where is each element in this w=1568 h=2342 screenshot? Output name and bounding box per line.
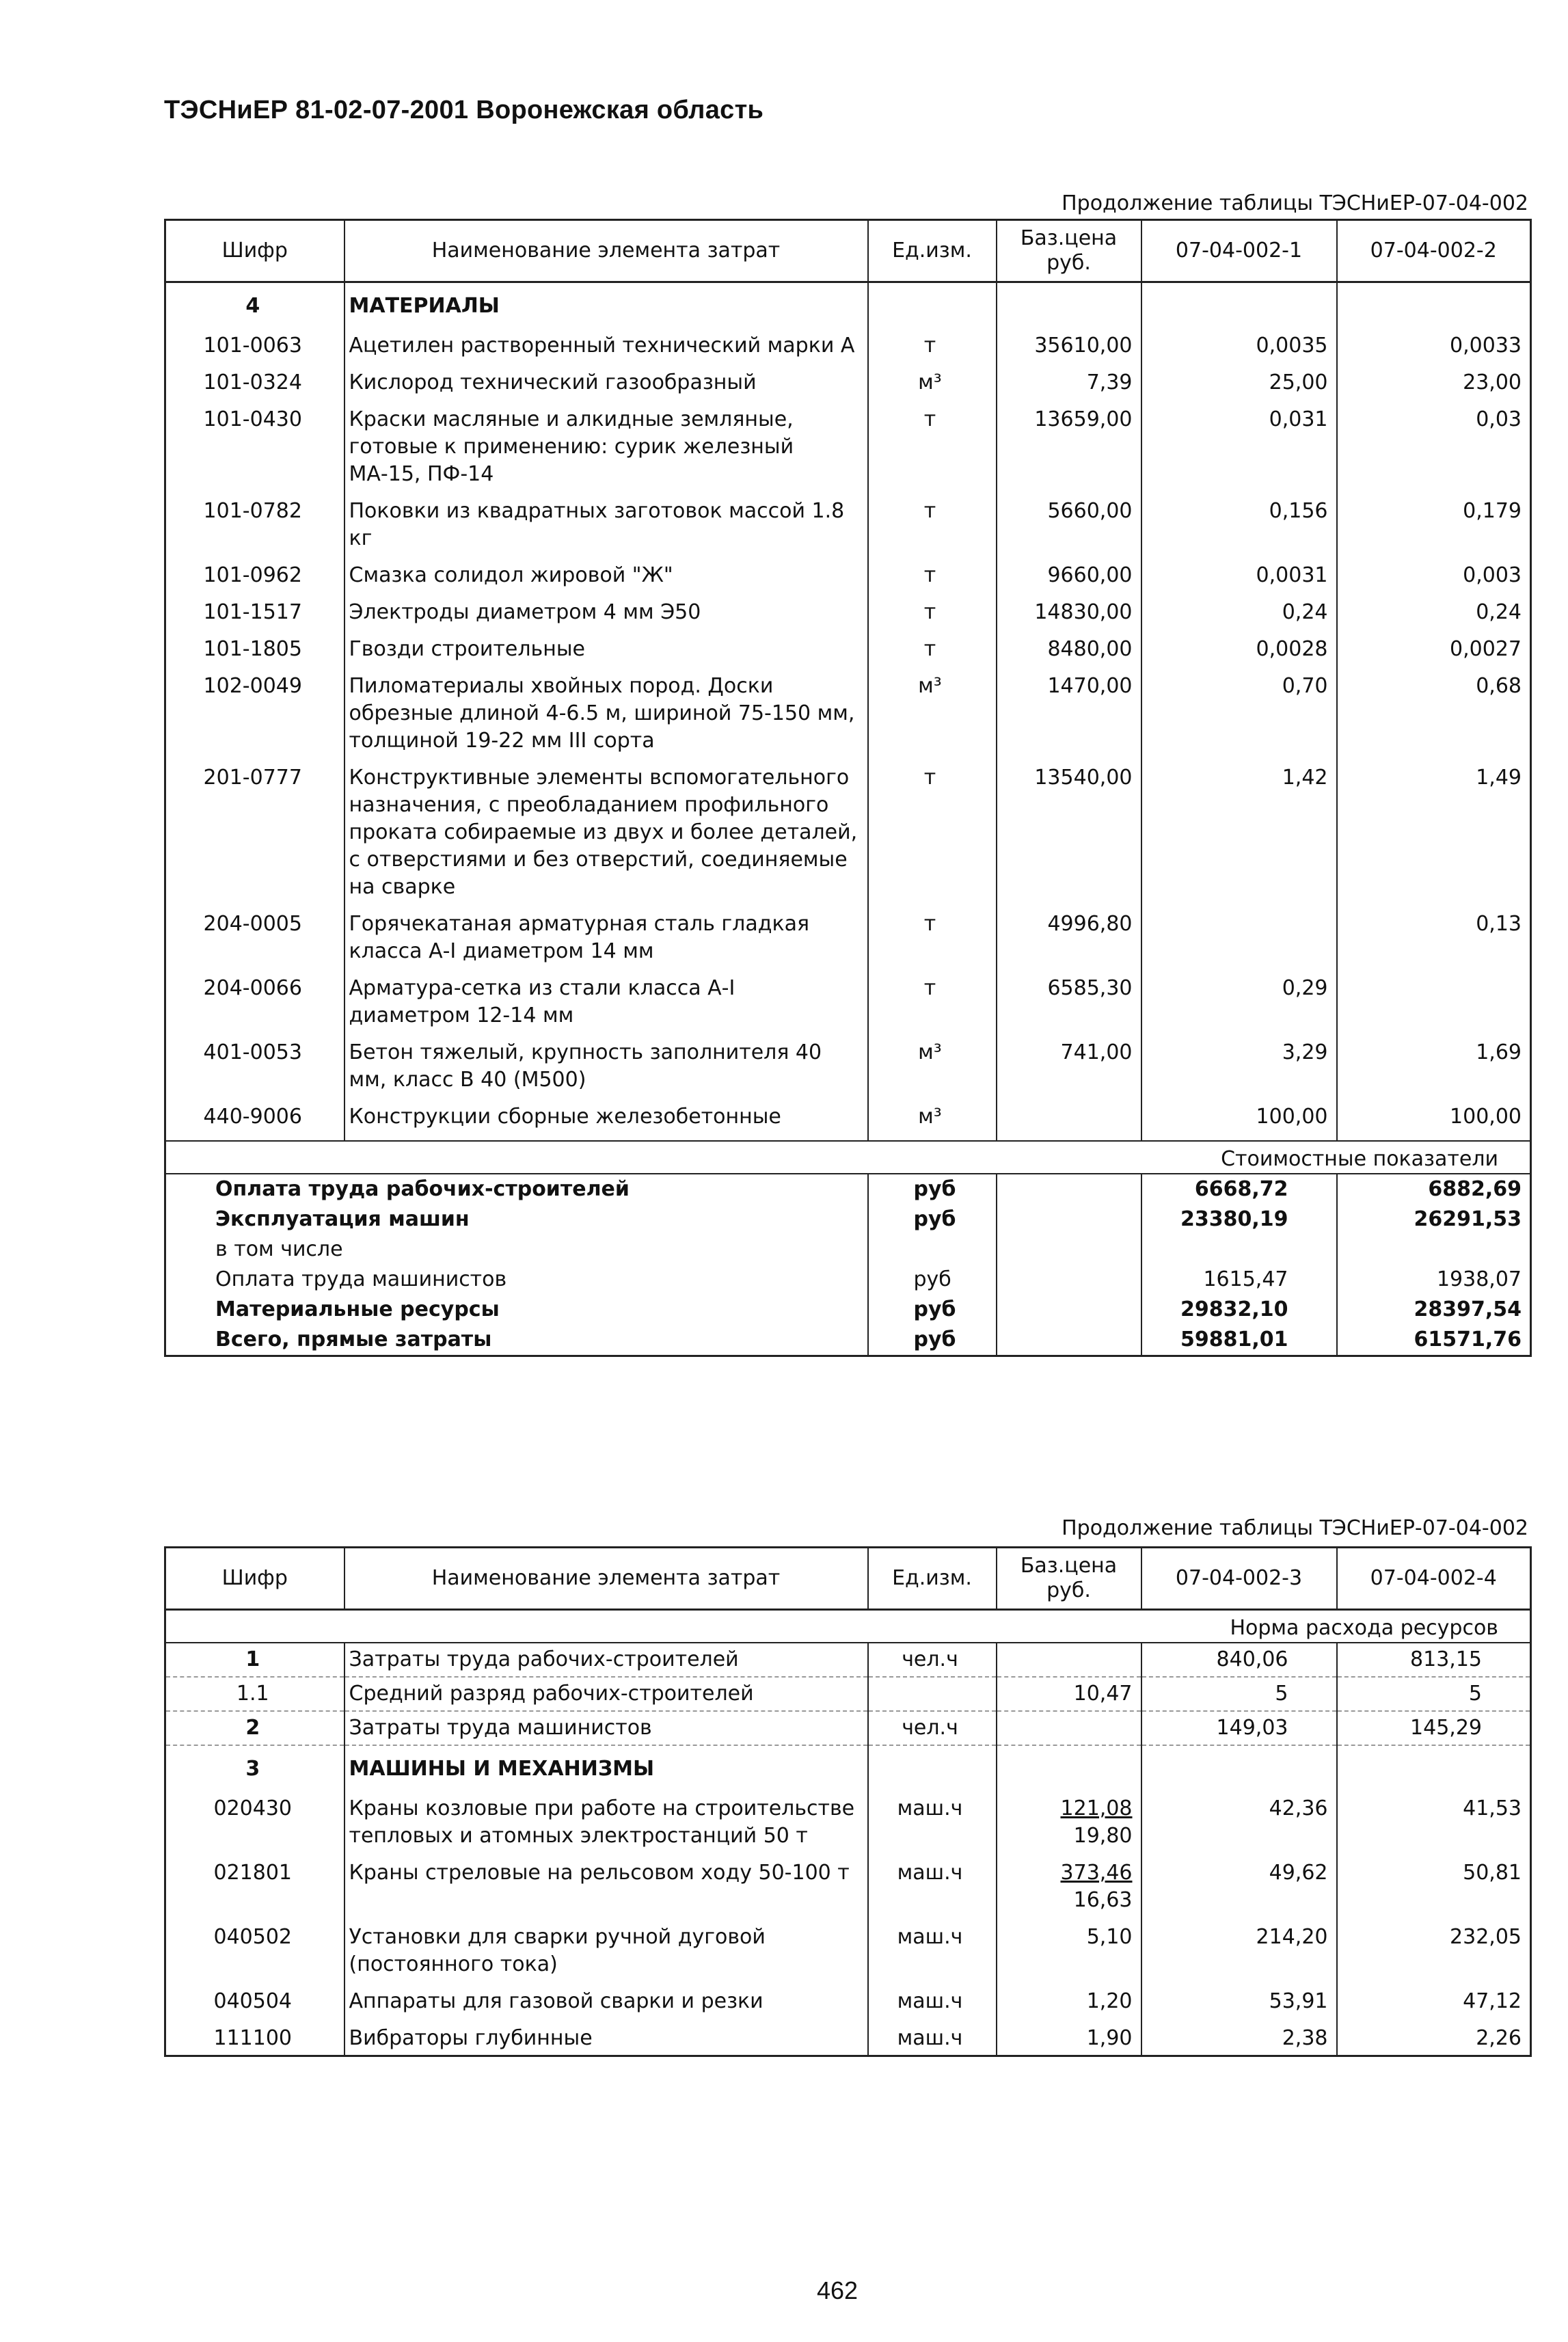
table1-caption: Продолжение таблицы ТЭСНиЕР-07-04-002 — [1062, 191, 1528, 215]
row-code: 101-0782 — [203, 499, 302, 523]
row-name: Краски масляные и алкидные земляные, готовые к применению: сурик железный МА-15, ПФ-14 — [344, 399, 868, 491]
row-value-1: 2,38 — [1141, 2018, 1337, 2056]
row-price: 1,20 — [997, 1981, 1141, 2018]
section-row — [165, 282, 1531, 326]
row-unit: маш.ч — [868, 1981, 997, 2018]
row-value-1: 0,0028 — [1141, 629, 1337, 666]
row-value-1: 5 — [1141, 1677, 1337, 1711]
table-row — [165, 1643, 1531, 1677]
summary-value-2: 1938,07 — [1337, 1265, 1531, 1295]
row-code: 020430 — [213, 1796, 293, 1820]
row-unit: чел.ч — [868, 1711, 997, 1745]
table-row — [165, 555, 1531, 592]
summary-unit: руб — [868, 1295, 997, 1325]
summary-value-1: 6668,72 — [1141, 1174, 1337, 1204]
row-price: 9660,00 — [997, 555, 1141, 592]
row-price: 5,10 — [997, 1917, 1141, 1981]
table-row — [165, 757, 1531, 904]
table-row — [165, 1917, 1531, 1981]
table-row — [165, 968, 1531, 1032]
row-name: Установки для сварки ручной дуговой (постоянного тока) — [344, 1917, 868, 1981]
row-value-1: 1,42 — [1141, 757, 1337, 904]
row-name: Пиломатериалы хвойных пород. Доски обрезные длиной 4-6.5 м, шириной 75-150 мм, толщиной 19-22 мм III сорта — [344, 666, 868, 757]
row-code: 1 — [165, 1643, 344, 1677]
table2-caption: Продолжение таблицы ТЭСНиЕР-07-04-002 — [1062, 1516, 1528, 1540]
row-unit: т — [868, 629, 997, 666]
row-value-1: 3,29 — [1141, 1032, 1337, 1096]
table-row — [165, 2018, 1531, 2056]
row-name: Краны козловые при работе на строительстве тепловых и атомных электростанций 50 т — [344, 1788, 868, 1853]
row-code: 021801 — [213, 1861, 293, 1885]
row-value-1: 0,0035 — [1141, 325, 1337, 362]
summary-label: Материальные ресурсы — [215, 1297, 500, 1321]
row-code: 2 — [165, 1711, 344, 1745]
row-name: Электроды диаметром 4 мм Э50 — [344, 592, 868, 629]
row-code: 102-0049 — [203, 674, 302, 698]
table-row — [165, 1096, 1531, 1141]
row-unit: маш.ч — [868, 1917, 997, 1981]
row-name: Затраты труда рабочих-строителей — [344, 1643, 868, 1677]
table-row — [165, 491, 1531, 555]
summary-label: Эксплуатация машин — [215, 1207, 470, 1231]
summary-unit: руб — [868, 1204, 997, 1235]
price-operator: 19,80 — [1073, 1824, 1133, 1848]
row-code: 204-0005 — [203, 912, 302, 936]
table-row — [165, 666, 1531, 757]
row-unit: т — [868, 555, 997, 592]
summary-price — [997, 1265, 1141, 1295]
table-header-row — [165, 220, 1531, 282]
header-code: Шифр — [165, 1548, 344, 1610]
norm-label: Норма расхода ресурсов — [165, 1610, 1531, 1643]
row-unit: маш.ч — [868, 1788, 997, 1853]
header-price: Баз.цена руб. — [997, 220, 1141, 282]
row-value-2: 0,0033 — [1337, 325, 1531, 362]
row-name: Поковки из квадратных заготовок массой 1.8 кг — [344, 491, 868, 555]
row-unit: чел.ч — [868, 1643, 997, 1677]
row-value-2: 232,05 — [1337, 1917, 1531, 1981]
summary-row — [165, 1265, 1531, 1295]
summary-label: Всего, прямые затраты — [215, 1328, 492, 1351]
empty-cell — [1141, 1745, 1337, 1788]
row-value-1: 0,24 — [1141, 592, 1337, 629]
row-price: 1,90 — [997, 2018, 1141, 2056]
row-value-2: 23,00 — [1337, 362, 1531, 399]
summary-price — [997, 1325, 1141, 1356]
summary-price — [997, 1204, 1141, 1235]
row-unit: т — [868, 757, 997, 904]
summary-row — [165, 1235, 1531, 1265]
row-unit — [868, 1677, 997, 1711]
row-name: Средний разряд рабочих-строителей — [344, 1677, 868, 1711]
row-code: 204-0066 — [203, 976, 302, 1000]
row-value-2: 0,24 — [1337, 592, 1531, 629]
summary-value-2: 28397,54 — [1337, 1295, 1531, 1325]
row-value-1: 0,70 — [1141, 666, 1337, 757]
row-price: 5660,00 — [997, 491, 1141, 555]
row-value-1 — [1141, 904, 1337, 968]
row-value-2: 47,12 — [1337, 1981, 1531, 2018]
section-row — [165, 1745, 1531, 1788]
row-name: Конструкции сборные железобетонные — [344, 1096, 868, 1141]
norm-label-row — [165, 1610, 1531, 1643]
row-unit: м³ — [868, 1032, 997, 1096]
row-value-1: 25,00 — [1141, 362, 1337, 399]
row-name: Краны стреловые на рельсовом ходу 50-100 т — [344, 1853, 868, 1917]
materials-table-body — [165, 220, 1531, 1356]
row-price: 8480,00 — [997, 629, 1141, 666]
row-price: 6585,30 — [997, 968, 1141, 1032]
row-value-1: 0,031 — [1141, 399, 1337, 491]
row-value-1: 49,62 — [1141, 1853, 1337, 1917]
row-name: Аппараты для газовой сварки и резки — [344, 1981, 868, 2018]
row-value-2: 50,81 — [1337, 1853, 1531, 1917]
empty-cell — [997, 1745, 1141, 1788]
cost-indicators-row — [165, 1141, 1531, 1174]
table-row — [165, 1711, 1531, 1745]
summary-row — [165, 1204, 1531, 1235]
section-code: 4 — [245, 294, 260, 318]
row-code: 440-9006 — [203, 1105, 302, 1129]
summary-value-1: 1615,47 — [1141, 1265, 1337, 1295]
row-price — [997, 1788, 1141, 1853]
row-unit: т — [868, 968, 997, 1032]
table-row — [165, 629, 1531, 666]
row-price — [997, 1643, 1141, 1677]
row-unit: маш.ч — [868, 2018, 997, 2056]
row-value-2: 100,00 — [1337, 1096, 1531, 1141]
row-value-2: 1,49 — [1337, 757, 1531, 904]
row-value-2: 5 — [1337, 1677, 1531, 1711]
table-row — [165, 362, 1531, 399]
row-value-1: 0,0031 — [1141, 555, 1337, 592]
row-value-2: 0,68 — [1337, 666, 1531, 757]
section-code: 3 — [245, 1757, 260, 1781]
row-unit: т — [868, 904, 997, 968]
header-price: Баз.цена руб. — [997, 1548, 1141, 1610]
summary-label: в том числе — [215, 1237, 343, 1261]
row-unit: м³ — [868, 362, 997, 399]
summary-value-2: 6882,69 — [1337, 1174, 1531, 1204]
row-value-1: 100,00 — [1141, 1096, 1337, 1141]
row-price: 14830,00 — [997, 592, 1141, 629]
row-code: 101-0962 — [203, 563, 302, 587]
row-name: Гвозди строительные — [344, 629, 868, 666]
header-col1: 07-04-002-3 — [1141, 1548, 1337, 1610]
summary-label: Оплата труда машинистов — [215, 1267, 507, 1291]
row-code: 201-0777 — [203, 766, 302, 790]
summary-price — [997, 1295, 1141, 1325]
row-name: Конструктивные элементы вспомогательного назначения, с преобладанием профильного проката собираемые из двух и более деталей, с отверстиями и без отверстий, соединяемые на сварке — [344, 757, 868, 904]
row-name: Арматура-сетка из стали класса А-I диаметром 12-14 мм — [344, 968, 868, 1032]
header-unit: Ед.изм. — [868, 220, 997, 282]
row-code: 111100 — [213, 2026, 293, 2050]
table-row — [165, 399, 1531, 491]
summary-row — [165, 1325, 1531, 1356]
summary-value-1: 29832,10 — [1141, 1295, 1337, 1325]
price-machine: 121,08 — [1060, 1796, 1133, 1820]
table-row — [165, 1677, 1531, 1711]
page-number: 462 — [817, 2276, 859, 2304]
row-value-2: 0,0027 — [1337, 629, 1531, 666]
header-col2: 07-04-002-2 — [1337, 220, 1531, 282]
header-col2: 07-04-002-4 — [1337, 1548, 1531, 1610]
row-unit: т — [868, 491, 997, 555]
row-name: Горячекатаная арматурная сталь гладкая класса А-I диаметром 14 мм — [344, 904, 868, 968]
row-price: 4996,80 — [997, 904, 1141, 968]
row-value-2: 0,003 — [1337, 555, 1531, 592]
row-code: 101-1517 — [203, 600, 302, 624]
row-code: 101-1805 — [203, 637, 302, 661]
table-row — [165, 1788, 1531, 1853]
summary-value-1: 23380,19 — [1141, 1204, 1337, 1235]
document-title: ТЭСНиЕР 81-02-07-2001 Воронежская область — [164, 96, 764, 124]
row-value-2 — [1337, 968, 1531, 1032]
row-price: 7,39 — [997, 362, 1141, 399]
summary-label: Оплата труда рабочих-строителей — [215, 1177, 630, 1201]
row-value-2: 41,53 — [1337, 1788, 1531, 1853]
row-code: 401-0053 — [203, 1040, 302, 1064]
row-name: Вибраторы глубинные — [344, 2018, 868, 2056]
summary-row — [165, 1295, 1531, 1325]
row-price — [997, 1853, 1141, 1917]
row-unit: т — [868, 325, 997, 362]
table-row — [165, 904, 1531, 968]
row-name: Бетон тяжелый, крупность заполнителя 40 мм, класс В 40 (М500) — [344, 1032, 868, 1096]
row-code: 040504 — [213, 1989, 293, 2013]
row-value-1: 214,20 — [1141, 1917, 1337, 1981]
cost-indicators-label: Стоимостные показатели — [165, 1141, 1531, 1174]
row-price: 13659,00 — [997, 399, 1141, 491]
row-name: Затраты труда машинистов — [344, 1711, 868, 1745]
row-value-2: 145,29 — [1337, 1711, 1531, 1745]
table-row — [165, 325, 1531, 362]
price-machine: 373,46 — [1060, 1861, 1133, 1885]
summary-price — [997, 1235, 1141, 1265]
row-price — [997, 1096, 1141, 1141]
row-unit: м³ — [868, 1096, 997, 1141]
empty-cell — [868, 1745, 997, 1788]
row-value-1: 149,03 — [1141, 1711, 1337, 1745]
row-unit: т — [868, 592, 997, 629]
row-price — [997, 1711, 1141, 1745]
summary-price — [997, 1174, 1141, 1204]
row-value-1: 42,36 — [1141, 1788, 1337, 1853]
row-value-2: 813,15 — [1337, 1643, 1531, 1677]
machines-table-body — [165, 1548, 1531, 2056]
section-name: МАШИНЫ И МЕХАНИЗМЫ — [344, 1745, 868, 1788]
row-price: 1470,00 — [997, 666, 1141, 757]
row-price: 35610,00 — [997, 325, 1141, 362]
table-row — [165, 1981, 1531, 2018]
price-operator: 16,63 — [1073, 1888, 1133, 1912]
empty-cell — [1337, 1745, 1531, 1788]
summary-unit: руб — [868, 1325, 997, 1356]
row-value-2: 0,179 — [1337, 491, 1531, 555]
summary-value-2: 61571,76 — [1337, 1325, 1531, 1356]
row-value-2: 1,69 — [1337, 1032, 1531, 1096]
row-value-1: 0,156 — [1141, 491, 1337, 555]
materials-table — [164, 219, 1532, 1357]
row-value-1: 840,06 — [1141, 1643, 1337, 1677]
summary-value-1 — [1141, 1235, 1337, 1265]
row-code: 101-0324 — [203, 371, 302, 394]
row-code: 101-0430 — [203, 407, 302, 431]
table-header-row — [165, 1548, 1531, 1610]
row-value-2: 0,03 — [1337, 399, 1531, 491]
section-name: МАТЕРИАЛЫ — [344, 282, 868, 326]
summary-value-2 — [1337, 1235, 1531, 1265]
header-name: Наименование элемента затрат — [344, 220, 868, 282]
summary-unit: руб — [868, 1265, 997, 1295]
table-row — [165, 592, 1531, 629]
summary-value-2: 26291,53 — [1337, 1204, 1531, 1235]
machines-table — [164, 1546, 1532, 2057]
row-price: 741,00 — [997, 1032, 1141, 1096]
row-value-1: 0,29 — [1141, 968, 1337, 1032]
header-col1: 07-04-002-1 — [1141, 220, 1337, 282]
summary-unit: руб — [868, 1174, 997, 1204]
row-price: 10,47 — [997, 1677, 1141, 1711]
header-code: Шифр — [165, 220, 344, 282]
row-value-2: 0,13 — [1337, 904, 1531, 968]
row-unit: маш.ч — [868, 1853, 997, 1917]
row-name: Кислород технический газообразный — [344, 362, 868, 399]
row-name: Ацетилен растворенный технический марки А — [344, 325, 868, 362]
table-row — [165, 1853, 1531, 1917]
row-value-2: 2,26 — [1337, 2018, 1531, 2056]
row-unit: т — [868, 399, 997, 491]
row-price: 13540,00 — [997, 757, 1141, 904]
summary-unit — [868, 1235, 997, 1265]
row-code: 1.1 — [165, 1677, 344, 1711]
row-value-1: 53,91 — [1141, 1981, 1337, 2018]
table-row — [165, 1032, 1531, 1096]
header-name: Наименование элемента затрат — [344, 1548, 868, 1610]
summary-row — [165, 1174, 1531, 1204]
header-unit: Ед.изм. — [868, 1548, 997, 1610]
row-code: 101-0063 — [203, 334, 302, 358]
row-code: 040502 — [213, 1925, 293, 1949]
row-name: Смазка солидол жировой "Ж" — [344, 555, 868, 592]
row-unit: м³ — [868, 666, 997, 757]
summary-value-1: 59881,01 — [1141, 1325, 1337, 1356]
